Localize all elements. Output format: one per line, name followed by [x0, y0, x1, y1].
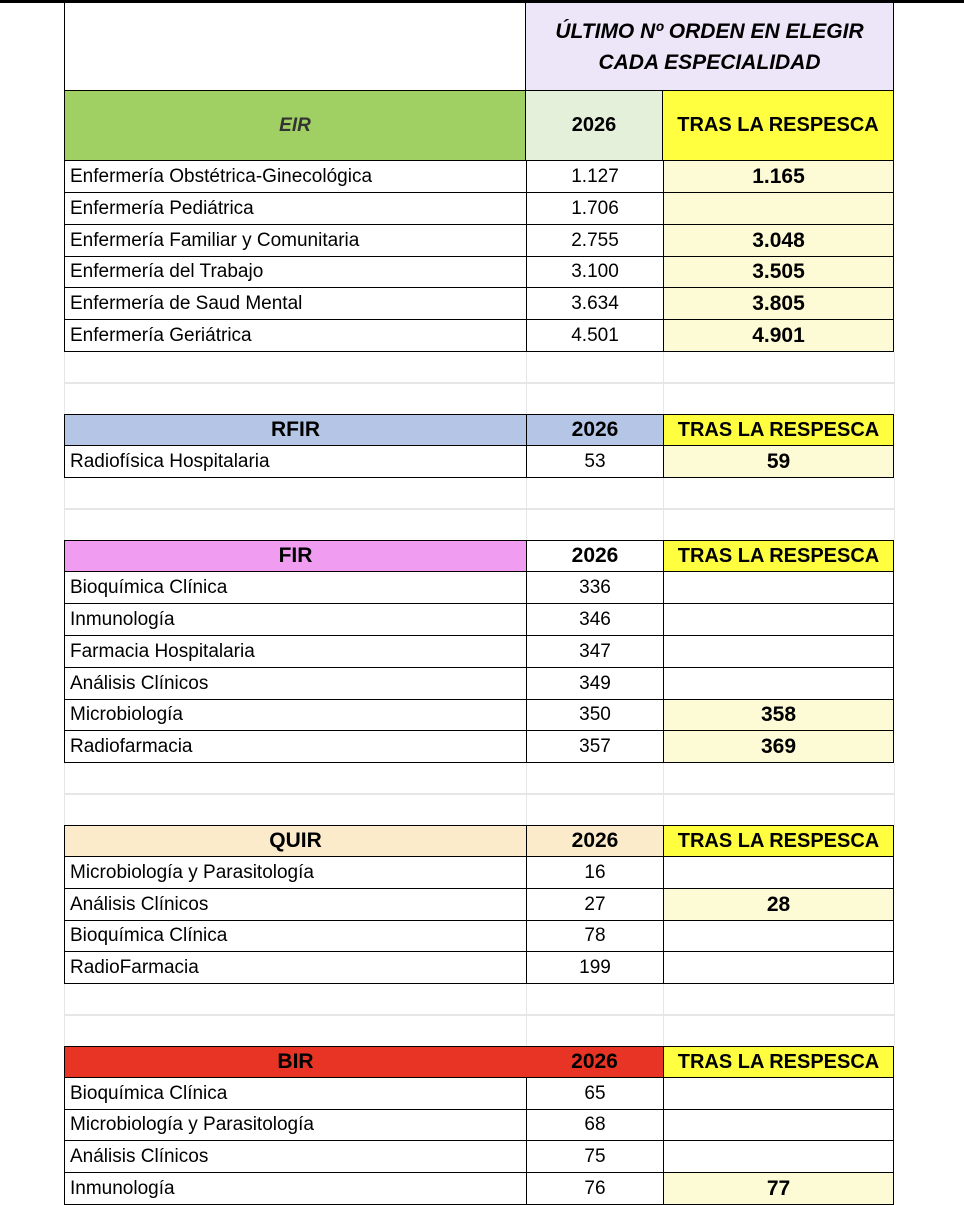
- row-value: 75: [526, 1141, 663, 1173]
- section-year-fir: 2026: [526, 540, 663, 572]
- row-name: Bioquímica Clínica: [64, 1078, 526, 1110]
- row-value: 2.755: [526, 225, 663, 257]
- row-value: 4.501: [526, 320, 663, 352]
- gridline: [894, 763, 895, 825]
- row-name: Enfermería Obstétrica-Ginecológica: [64, 161, 526, 193]
- gridline: [526, 763, 527, 825]
- table-title-line-1: ÚLTIMO Nº ORDEN EN ELEGIR: [555, 20, 864, 43]
- row-after-respesca: 28: [663, 889, 894, 921]
- section-header-bir: BIR: [64, 1046, 526, 1078]
- section-header-eir: EIR: [64, 90, 526, 161]
- row-name: Bioquímica Clínica: [64, 572, 526, 604]
- row-after-respesca: [663, 636, 894, 668]
- row-value: 3.100: [526, 257, 663, 288]
- section-year-quir: 2026: [526, 825, 663, 857]
- header-empty-cell: [64, 3, 526, 91]
- gridline: [663, 478, 664, 540]
- row-value: 68: [526, 1110, 663, 1141]
- row-after-respesca: [663, 952, 894, 984]
- row-after-respesca: 4.901: [663, 320, 894, 352]
- section-header-quir: QUIR: [64, 825, 526, 857]
- gridline: [64, 1015, 894, 1016]
- table-title: [526, 3, 894, 91]
- gridline: [64, 478, 65, 540]
- row-value: 346: [526, 604, 663, 636]
- gridline: [64, 509, 894, 510]
- row-after-respesca: [663, 193, 894, 225]
- section-header-fir: FIR: [64, 540, 526, 572]
- row-value: 199: [526, 952, 663, 984]
- row-name: Análisis Clínicos: [64, 668, 526, 700]
- row-after-respesca: 3.048: [663, 225, 894, 257]
- row-value: 78: [526, 921, 663, 952]
- row-after-respesca: 77: [663, 1173, 894, 1205]
- gridline: [663, 763, 664, 825]
- row-after-respesca: 3.505: [663, 257, 894, 288]
- gridline: [64, 794, 894, 795]
- row-value: 357: [526, 731, 663, 763]
- row-name: Bioquímica Clínica: [64, 921, 526, 952]
- row-after-respesca: 3.805: [663, 288, 894, 320]
- row-after-respesca: [663, 1141, 894, 1173]
- row-name: Enfermería Geriátrica: [64, 320, 526, 352]
- row-value: 336: [526, 572, 663, 604]
- gridline: [663, 984, 664, 1046]
- row-after-respesca: [663, 604, 894, 636]
- row-after-respesca: 369: [663, 731, 894, 763]
- row-value: 27: [526, 889, 663, 921]
- row-after-respesca: [663, 1078, 894, 1110]
- section-after-rfir: TRAS LA RESPESCA: [663, 414, 894, 446]
- row-value: 347: [526, 636, 663, 668]
- section-header-rfir: RFIR: [64, 414, 526, 446]
- gridline: [526, 478, 527, 540]
- row-after-respesca: 59: [663, 446, 894, 478]
- row-name: Inmunología: [64, 1173, 526, 1205]
- row-name: Enfermería de Saud Mental: [64, 288, 526, 320]
- gridline: [894, 478, 895, 540]
- gridline: [894, 984, 895, 1046]
- row-after-respesca: [663, 921, 894, 952]
- row-name: Farmacia Hospitalaria: [64, 636, 526, 668]
- row-name: Análisis Clínicos: [64, 1141, 526, 1173]
- section-after-eir: TRAS LA RESPESCA: [663, 90, 894, 161]
- gridline: [64, 763, 65, 825]
- row-name: RadioFarmacia: [64, 952, 526, 984]
- gridline: [526, 352, 527, 414]
- section-after-fir: TRAS LA RESPESCA: [663, 540, 894, 572]
- row-name: Radiofarmacia: [64, 731, 526, 763]
- section-year-rfir: 2026: [526, 414, 663, 446]
- row-after-respesca: [663, 572, 894, 604]
- table-title-line-2: CADA ESPECIALIDAD: [598, 51, 821, 74]
- row-after-respesca: [663, 857, 894, 889]
- row-value: 65: [526, 1078, 663, 1110]
- row-name: Microbiología y Parasitología: [64, 857, 526, 889]
- row-after-respesca: 1.165: [663, 161, 894, 193]
- row-name: Enfermería Pediátrica: [64, 193, 526, 225]
- row-name: Enfermería del Trabajo: [64, 257, 526, 288]
- row-value: 76: [526, 1173, 663, 1205]
- row-value: 1.706: [526, 193, 663, 225]
- row-name: Microbiología: [64, 700, 526, 731]
- section-year-bir: 2026: [526, 1046, 663, 1078]
- row-value: 349: [526, 668, 663, 700]
- row-name: Microbiología y Parasitología: [64, 1110, 526, 1141]
- row-name: Enfermería Familiar y Comunitaria: [64, 225, 526, 257]
- row-value: 3.634: [526, 288, 663, 320]
- section-year-eir: 2026: [526, 90, 663, 161]
- row-after-respesca: [663, 668, 894, 700]
- row-value: 53: [526, 446, 663, 478]
- row-value: 16: [526, 857, 663, 889]
- row-name: Radiofísica Hospitalaria: [64, 446, 526, 478]
- gridline: [64, 383, 894, 384]
- gridline: [526, 984, 527, 1046]
- section-after-quir: TRAS LA RESPESCA: [663, 825, 894, 857]
- row-value: 350: [526, 700, 663, 731]
- row-value: 1.127: [526, 161, 663, 193]
- gridline: [64, 984, 65, 1046]
- row-after-respesca: [663, 1110, 894, 1141]
- gridline: [894, 352, 895, 414]
- section-after-bir: TRAS LA RESPESCA: [663, 1046, 894, 1078]
- gridline: [64, 352, 65, 414]
- row-name: Análisis Clínicos: [64, 889, 526, 921]
- row-after-respesca: 358: [663, 700, 894, 731]
- gridline: [663, 352, 664, 414]
- row-name: Inmunología: [64, 604, 526, 636]
